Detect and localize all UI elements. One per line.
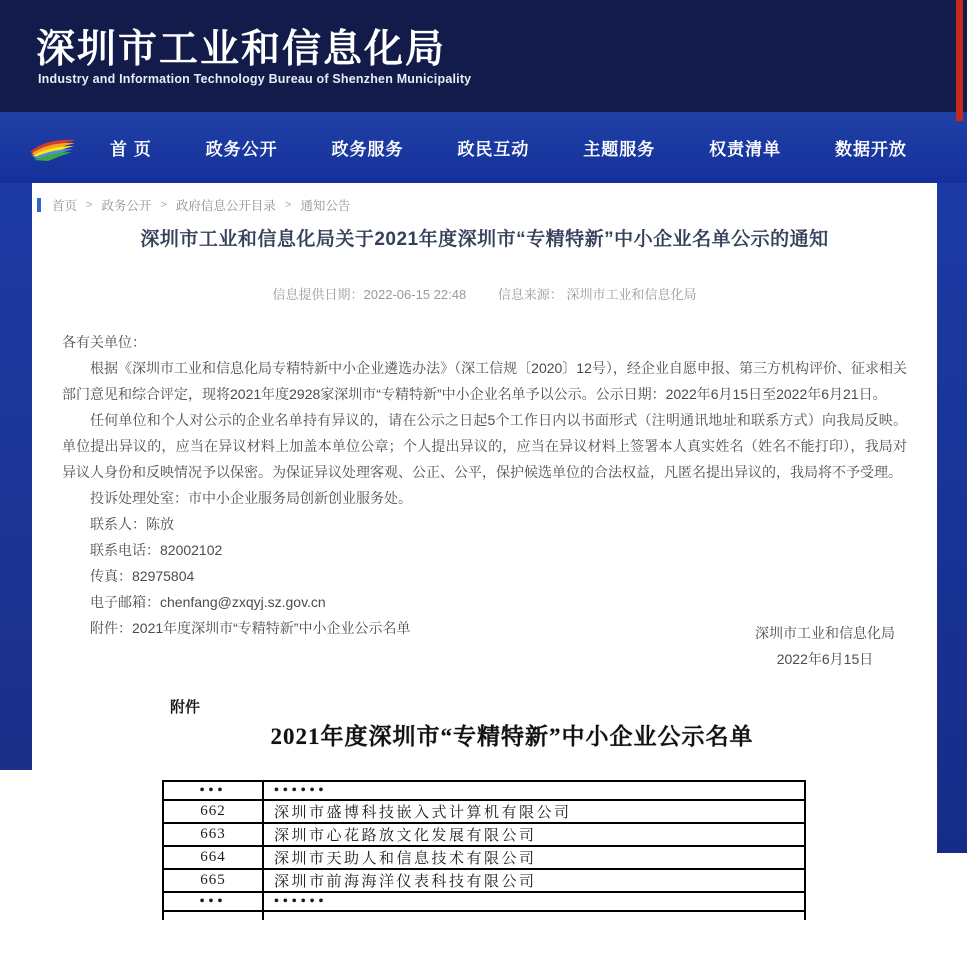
table-row: [163, 823, 805, 846]
breadcrumb-notices[interactable]: 通知公告: [300, 199, 351, 213]
line-contact-phone: 联系电话：82002102: [90, 542, 223, 558]
signature-block: [755, 620, 895, 672]
line-email: 电子邮箱：chenfang@zxqyj.sz.gov.cn: [90, 594, 326, 610]
nav-item-home[interactable]: 首 页: [110, 140, 152, 159]
breadcrumb-info-catalog[interactable]: 政府信息公开目录: [175, 199, 276, 213]
content-card: [32, 183, 937, 959]
breadcrumb-separator: >: [86, 199, 93, 211]
company-number: 665: [163, 869, 263, 892]
salutation: 各有关单位：: [62, 334, 146, 350]
line-fax: 传真：82975804: [90, 568, 195, 584]
company-name: 深圳市心花路放文化发展有限公司: [263, 823, 805, 846]
nav-item-gov-services[interactable]: 政务服务: [331, 140, 404, 159]
table-row: [163, 846, 805, 869]
attachment-company-table: [162, 780, 806, 920]
site-subtitle-english: Industry and Information Technology Bureau of Shenzhen Municipality: [38, 72, 472, 86]
breadcrumb-separator: >: [284, 199, 292, 211]
company-name: 深圳市盛博科技嵌入式计算机有限公司: [263, 800, 805, 823]
line-attachment-ref: 附件：2021年度深圳市“专精特新”中小企业公示名单: [90, 620, 411, 636]
breadcrumb: [37, 196, 350, 214]
company-name: 深圳市天助人和信息技术有限公司: [263, 846, 805, 869]
signature-date: 2022年6月15日: [776, 651, 874, 667]
page-right-margin: [937, 183, 967, 853]
line-complaint-office: 投诉处理处室：市中小企业服务局创新创业服务处。: [90, 490, 412, 506]
article-body: [62, 329, 907, 641]
meta-publish-date: 信息提供日期：2022-06-15 22:48: [272, 287, 467, 302]
article-meta: [32, 284, 937, 303]
paragraph-objection: 任何单位和个人对公示的企业名单持有异议的，请在公示之日起5个工作日内以书面形式（注明通讯地址和联系方式）向我局反映。单位提出异议的，应当在异议材料上加盖本单位公章；个人提出异议的，应当在异议材料上签署本人真实姓名（姓名不能打印），我局对异议人身份和反映情况予以保密。为保证异议处理客观、公正、公平，保护候选单位的合法权益，凡匿名提出异议的，我局将不予受理。: [62, 412, 907, 480]
breadcrumb-separator: >: [160, 199, 167, 211]
breadcrumb-gov-disclosure[interactable]: 政务公开: [101, 199, 152, 213]
table-row: [163, 869, 805, 892]
nav-item-theme-services[interactable]: 主题服务: [583, 140, 656, 159]
breadcrumb-tick: [37, 198, 41, 212]
breadcrumb-home[interactable]: 首页: [52, 199, 78, 213]
attachment-title: 2021年度深圳市“专精特新”中小企业公示名单: [270, 724, 754, 749]
company-number: 662: [163, 800, 263, 823]
attachment-label: 附件: [170, 699, 201, 716]
table-row-partial: [163, 911, 805, 920]
meta-source: 信息来源： 深圳市工业和信息化局: [497, 287, 697, 302]
company-number: 663: [163, 823, 263, 846]
site-header: [0, 0, 967, 112]
page-left-margin: [0, 183, 32, 770]
nav-item-public-interaction[interactable]: 政民互动: [457, 140, 530, 159]
nav-item-open-data[interactable]: 数据开放: [834, 140, 907, 159]
signature-org: 深圳市工业和信息化局: [755, 625, 895, 641]
attachment-table-container: [162, 780, 808, 920]
article-title: 深圳市工业和信息化局关于2021年度深圳市“专精特新”中小企业名单公示的通知: [140, 229, 829, 250]
nav-menu: [100, 129, 917, 166]
table-row-ellipsis: ••• ••••••: [163, 781, 805, 800]
paragraph-basis: 根据《深圳市工业和信息化局专精特新中小企业遴选办法》（深工信规〔2020〕12号），经企业自愿申报、第三方机构评价、征求相关部门意见和综合评定，现将2021年度2928家深圳市“专精特新”中小企业名单予以公示。公示日期：2022年6月15日至2022年6月21日。: [62, 360, 907, 402]
company-name: 深圳市前海海洋仪表科技有限公司: [263, 869, 805, 892]
table-row-ellipsis: ••• ••••••: [163, 892, 805, 911]
table-row: [163, 800, 805, 823]
line-contact-person: 联系人：陈放: [90, 516, 174, 532]
main-navbar: [0, 112, 967, 183]
nav-item-gov-disclosure[interactable]: 政务公开: [205, 140, 278, 159]
rainbow-swoosh-logo-icon: [28, 134, 78, 162]
nav-item-responsibility-list[interactable]: 权责清单: [709, 140, 782, 159]
scrollbar-red-accent[interactable]: [956, 0, 963, 121]
company-number: 664: [163, 846, 263, 869]
site-title: 深圳市工业和信息化局: [36, 28, 447, 71]
